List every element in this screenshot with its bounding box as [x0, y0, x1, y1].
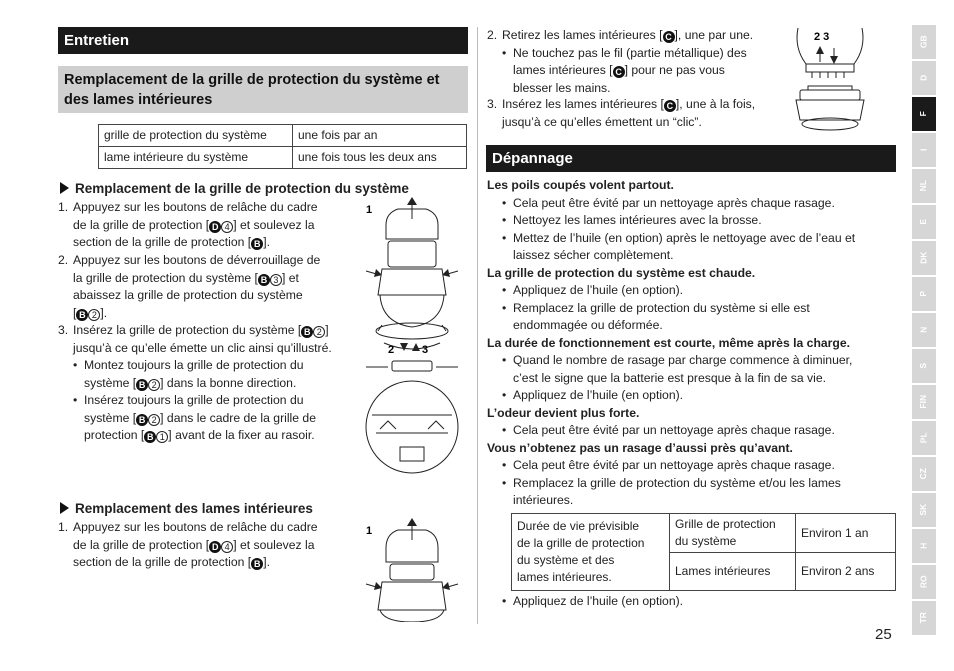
list-item: • Appliquez de l’huile (en option). — [502, 387, 897, 405]
trouble-title: Dépannage — [492, 149, 573, 167]
ref-c-icon: C — [663, 31, 675, 43]
language-tabs — [912, 25, 936, 637]
arrow-icon — [60, 502, 69, 514]
tab-s[interactable]: S — [912, 349, 936, 383]
instruction-step-1b: 1. Appuyez sur les boutons de relâche du cadre de la grille de protection [ D 4 ] et soulevez la section de la grille de protection [ B ]. — [58, 520, 318, 569]
list-item: • Insérez toujours la grille de protection du système [ B 2 ] dans le cadre de la grille de protection [ B 1 ] avant de la fixer au rasoir. — [73, 392, 368, 445]
list-item: • Mettez de l’huile (en option) après le nettoyage avec de l’eau et laissez sécher complètement. — [502, 230, 897, 265]
tab-f[interactable]: F — [912, 97, 936, 131]
list-item: • Appliquez de l’huile (en option). — [502, 593, 954, 611]
list-item: • Appliquez de l’huile (en option). — [502, 282, 897, 300]
shaver-illustration-2 — [362, 518, 462, 622]
list-item: • Ne touchez pas le fil (partie métallique) des lames intérieures [ C ] pour ne pas vous blesser les mains. — [502, 45, 792, 98]
subsection-title: Remplacement de la grille de protection du système et des lames intérieures — [64, 72, 440, 108]
instruction-step-2-right: 2. Retirez les lames intérieures [ C ], une par une. • Ne touchez pas le fil (partie métallique) des lames intérieures [ C ] pour ne pas vous blesser les mains. — [487, 27, 792, 97]
arrow-icon — [60, 182, 69, 194]
tab-dk[interactable]: DK — [912, 241, 936, 275]
tab-gb[interactable]: GB — [912, 25, 936, 59]
page-number: 25 — [875, 626, 892, 643]
tab-i[interactable]: I — [912, 133, 936, 167]
tab-tr[interactable]: TR — [912, 601, 936, 635]
list-item: • Nettoyez les lames intérieures avec la brosse. — [502, 212, 897, 230]
list-item: • Remplacez la grille de protection du système si elle est endommagée ou déformée. — [502, 300, 897, 335]
column-divider — [477, 27, 478, 624]
lifespan-table — [511, 513, 896, 591]
tab-fin[interactable]: FIN — [912, 385, 936, 419]
table-cell: une fois par an — [293, 125, 467, 147]
table-row — [99, 125, 467, 147]
troubleshooting-list — [487, 177, 897, 510]
table-cell: lame intérieure du système — [99, 147, 293, 169]
table-row — [512, 514, 896, 553]
tab-h[interactable]: H — [912, 529, 936, 563]
tab-e[interactable]: E — [912, 205, 936, 239]
tab-n[interactable]: N — [912, 313, 936, 347]
tab-d[interactable]: D — [912, 61, 936, 95]
table-cell: Durée de vie prévisible de la grille de protection du système et des lames intérieures. — [512, 514, 670, 591]
list-item: • Remplacez la grille de protection du système et/ou les lames intérieures. — [502, 475, 897, 510]
tab-cz[interactable]: CZ — [912, 457, 936, 491]
tab-p[interactable]: P — [912, 277, 936, 311]
table-cell: grille de protection du système — [99, 125, 293, 147]
tab-pl[interactable]: PL — [912, 421, 936, 455]
section-header-depannage — [486, 145, 896, 172]
blade-illustration — [790, 24, 870, 134]
table-cell: Environ 1 an — [796, 514, 896, 553]
shaver-illustration-1 — [362, 195, 462, 475]
problem-heading: Vous n’obtenez pas un rasage d’aussi près qu’avant. — [487, 440, 793, 455]
figure-label: 1 — [366, 204, 373, 216]
sub-heading-grille: Remplacement de la grille de protection du système — [60, 180, 409, 198]
schedule-table — [98, 124, 467, 169]
sub-heading-lames: Remplacement des lames intérieures — [60, 500, 313, 518]
table-cell: Environ 2 ans — [796, 553, 896, 591]
instruction-step-2: 2. Appuyez sur les boutons de déverrouillage de la grille de protection du système [ B 3 ] et abaissez la grille de protection du système [ B 2 ]. — [58, 253, 321, 320]
instruction-step-3-right: 3. Insérez les lames intérieures [ C ], une à la fois, jusqu’à ce qu’elles émettent un “clic”. — [487, 97, 756, 129]
table-cell: une fois tous les deux ans — [293, 147, 467, 169]
instruction-step-3: 3. Insérez la grille de protection du système [ B 2 ] jusqu’à ce qu’elle émette un clic ainsi qu’illustré. • Montez toujours la grille de protection du système [ B 2 ] dans la bonne direction. • Insérez toujours la grille de protection du système [ B 2 ] dans le cadre de la grille de protection [ B 1 ] avant de la fixer au rasoir. — [58, 322, 368, 445]
subsection-header — [58, 66, 468, 113]
table-row — [99, 147, 467, 169]
tab-sk[interactable]: SK — [912, 493, 936, 527]
table-cell: Lames intérieures — [670, 553, 796, 591]
section-header-entretien — [58, 27, 468, 54]
svg-text:2 3: 2 3 — [814, 31, 830, 43]
list-item: • Cela peut être évité par un nettoyage après chaque rasage. — [502, 195, 897, 213]
tab-nl[interactable]: NL — [912, 169, 936, 203]
ref-d-icon: D — [209, 221, 221, 233]
svg-text:2: 2 — [388, 344, 395, 356]
list-item: • Quand le nombre de rasage par charge commence à diminuer, c’est le signe que la batterie est presque à la fin de sa vie. — [502, 352, 897, 387]
svg-text:3: 3 — [422, 344, 429, 356]
svg-text:1: 1 — [366, 525, 373, 537]
tab-ro[interactable]: RO — [912, 565, 936, 599]
list-item: • Montez toujours la grille de protection du système [ B 2 ] dans la bonne direction. — [73, 357, 368, 392]
page-title: Entretien — [64, 31, 130, 49]
ref-b-icon: B — [251, 238, 263, 250]
problem-heading: La grille de protection du système est chaude. — [487, 265, 756, 280]
problem-heading: La durée de fonctionnement est courte, même après la charge. — [487, 335, 851, 350]
list-item: • Cela peut être évité par un nettoyage après chaque rasage. — [502, 457, 897, 475]
problem-heading: Les poils coupés volent partout. — [487, 178, 674, 192]
problem-heading: L’odeur devient plus forte. — [487, 405, 640, 420]
instruction-step-1: 1. Appuyez sur les boutons de relâche du cadre de la grille de protection [ D 4 ] et soulevez la section de la grille de protection [ B ]. — [58, 200, 318, 249]
list-item: • Cela peut être évité par un nettoyage après chaque rasage. — [502, 422, 897, 440]
table-cell: Grille de protection du système — [670, 514, 796, 553]
